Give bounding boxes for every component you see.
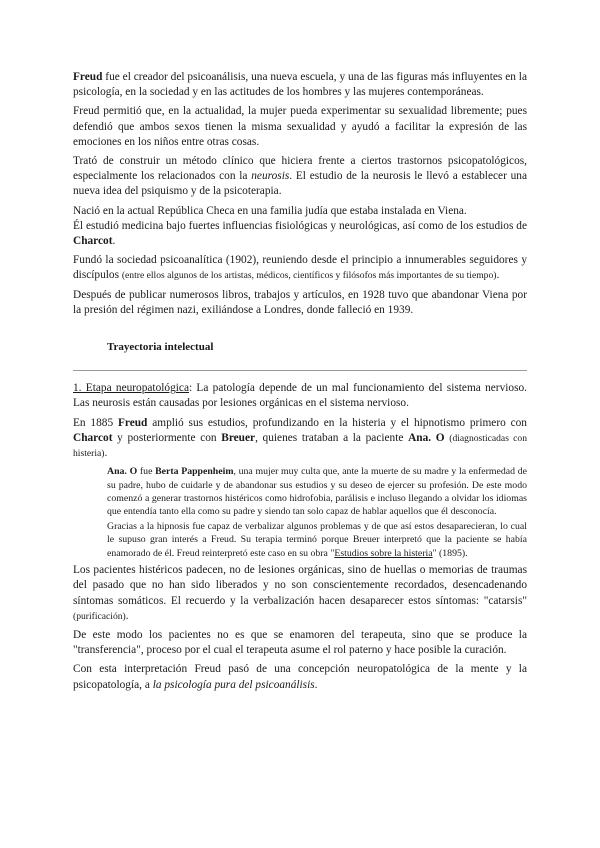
freud-name: Freud: [73, 71, 103, 83]
conclusion-paragraph: Con esta interpretación Freud pasó de una concepción neuropatológica de la mente y la psicopatología, a la psicología pura del psicoanálisis.: [73, 663, 527, 691]
section-divider: [73, 370, 527, 371]
quote-paragraph-2: Gracias a la hipnosis fue capaz de verbalizar algunos problemas y de que así estos desaparecieran, lo cual le supuso gran interés a Freud. Su terapia terminó porque Breuer interpretó que la paciente se había enamorado de él. Freud reinterpretó este caso en su obra "Estudios sobre la histeria" (1895).: [107, 520, 527, 559]
stage-1-paragraph: 1. Etapa neuropatológica: La patología depende de un mal funcionamiento del sistema nervioso. Las neurosis están causadas por lesiones orgánicas en el sistema nervioso.: [73, 382, 527, 410]
intro-paragraph-1: Freud fue el creador del psicoanálisis, una nueva escuela, y una de las figuras más influyentes en la psicología, en la sociedad y en las actitudes de los hombres y las mujeres contemporáneas.: [73, 71, 527, 99]
berta-name: Berta Pappenheim: [155, 466, 234, 478]
neurosis-term: neurosis: [251, 170, 290, 183]
intro-paragraph-5: Él estudió medicina bajo fuertes influencias fisiológicas y neurológicas, así como de los estudios de Charcot.: [73, 219, 527, 248]
intro-paragraph-2: Freud permitió que, en la actualidad, la mujer pueda experimentar su sexualidad libremente; pues defendió que ambos sexos tienen la misma sexualidad y ayudó a facilitar la expresión de las emociones en los niños entre otras cosas.: [73, 105, 527, 148]
intro-paragraph-3: Trató de construir un método clínico que hiciera frente a ciertos trastornos psicopatológicos, especialmente los relacionados con la neurosis. El estudio de la neurosis le llevó a establecer una nueva idea del psiquismo y de la psicoterapia.: [73, 155, 527, 198]
transference-paragraph: De este modo los pacientes no es que se enamoren del terapeuta, sino que se produce la "transferencia", proceso por el cual el terapeuta asume el rol paterno y hace posible la curación.: [73, 628, 527, 657]
stage-1-heading: 1. Etapa neuropatológica: [73, 382, 189, 395]
case-quote-block: [107, 465, 527, 560]
intro-paragraph-4: Nació en la actual República Checa en una familia judía que estaba instalada en Viena.: [73, 204, 467, 217]
intro-paragraph-7: Después de publicar numerosos libros, trabajos y artículos, en 1928 tuvo que abandonar Viena por la presión del régimen nazi, exiliándose a Londres, donde falleció en 1939.: [73, 288, 527, 316]
aside-note: (purificación): [73, 610, 126, 622]
catharsis-paragraph: Los pacientes histéricos padecen, no de lesiones orgánicas, sino de huellas o memorias de traumas del pasado que no han sido liberados y no son conscientemente recordados, desencadenando síntomas somáticos. El recuerdo y la verbalización hacen desaparecer estos síntomas: "catarsis" (purificación).: [73, 564, 527, 622]
section-title: Trayectoria intelectual: [107, 341, 214, 354]
book-title: Estudios sobre la histeria: [334, 547, 433, 559]
aside-note: (entre ellos algunos de los artistas, médicos, científicos y filósofos más importantes de su tiempo): [121, 270, 497, 282]
aside-note: (diagnosticadas con histeria): [73, 432, 528, 460]
intro-paragraph-6: Fundó la sociedad psicoanalítica (1902), reuniendo desde el principio a innumerables seguidores y discípulos (entre ellos algunos de los artistas, médicos, científicos y filósofos más importantes de su tiempo).: [73, 254, 527, 282]
ana-o-name: Ana. O: [107, 466, 138, 478]
ana-o-name: Ana. O: [408, 431, 445, 444]
freud-name: Freud: [117, 416, 148, 429]
psychoanalysis-term: la psicología pura del psicoanálisis: [152, 678, 315, 691]
quote-paragraph-1: Ana. O fue Berta Pappenheim, una mujer muy culta que, ante la muerte de su madre y la enfermedad de su padre, hubo de cuidarle y de abandonar sus estudios y su deseo de ejercer su profesión. De este modo comenzó a generar trastornos histéricos como hidrofobia, parálisis e incluso llegando a olvidar los idiomas que entendía tanto ella como su padre y siendo tan solo capaz de hablar aquellos que él desconocía.: [107, 466, 527, 518]
history-paragraph: En 1885 Freud amplió sus estudios, profundizando en la histeria y el hipnotismo primero con Charcot y posteriormente con Breuer, quienes trataban a la paciente Ana. O (diagnosticadas con histeria).: [73, 416, 528, 460]
charcot-name: Charcot: [73, 431, 113, 444]
breuer-name: Breuer: [221, 431, 256, 444]
charcot-name: Charcot: [73, 235, 113, 248]
